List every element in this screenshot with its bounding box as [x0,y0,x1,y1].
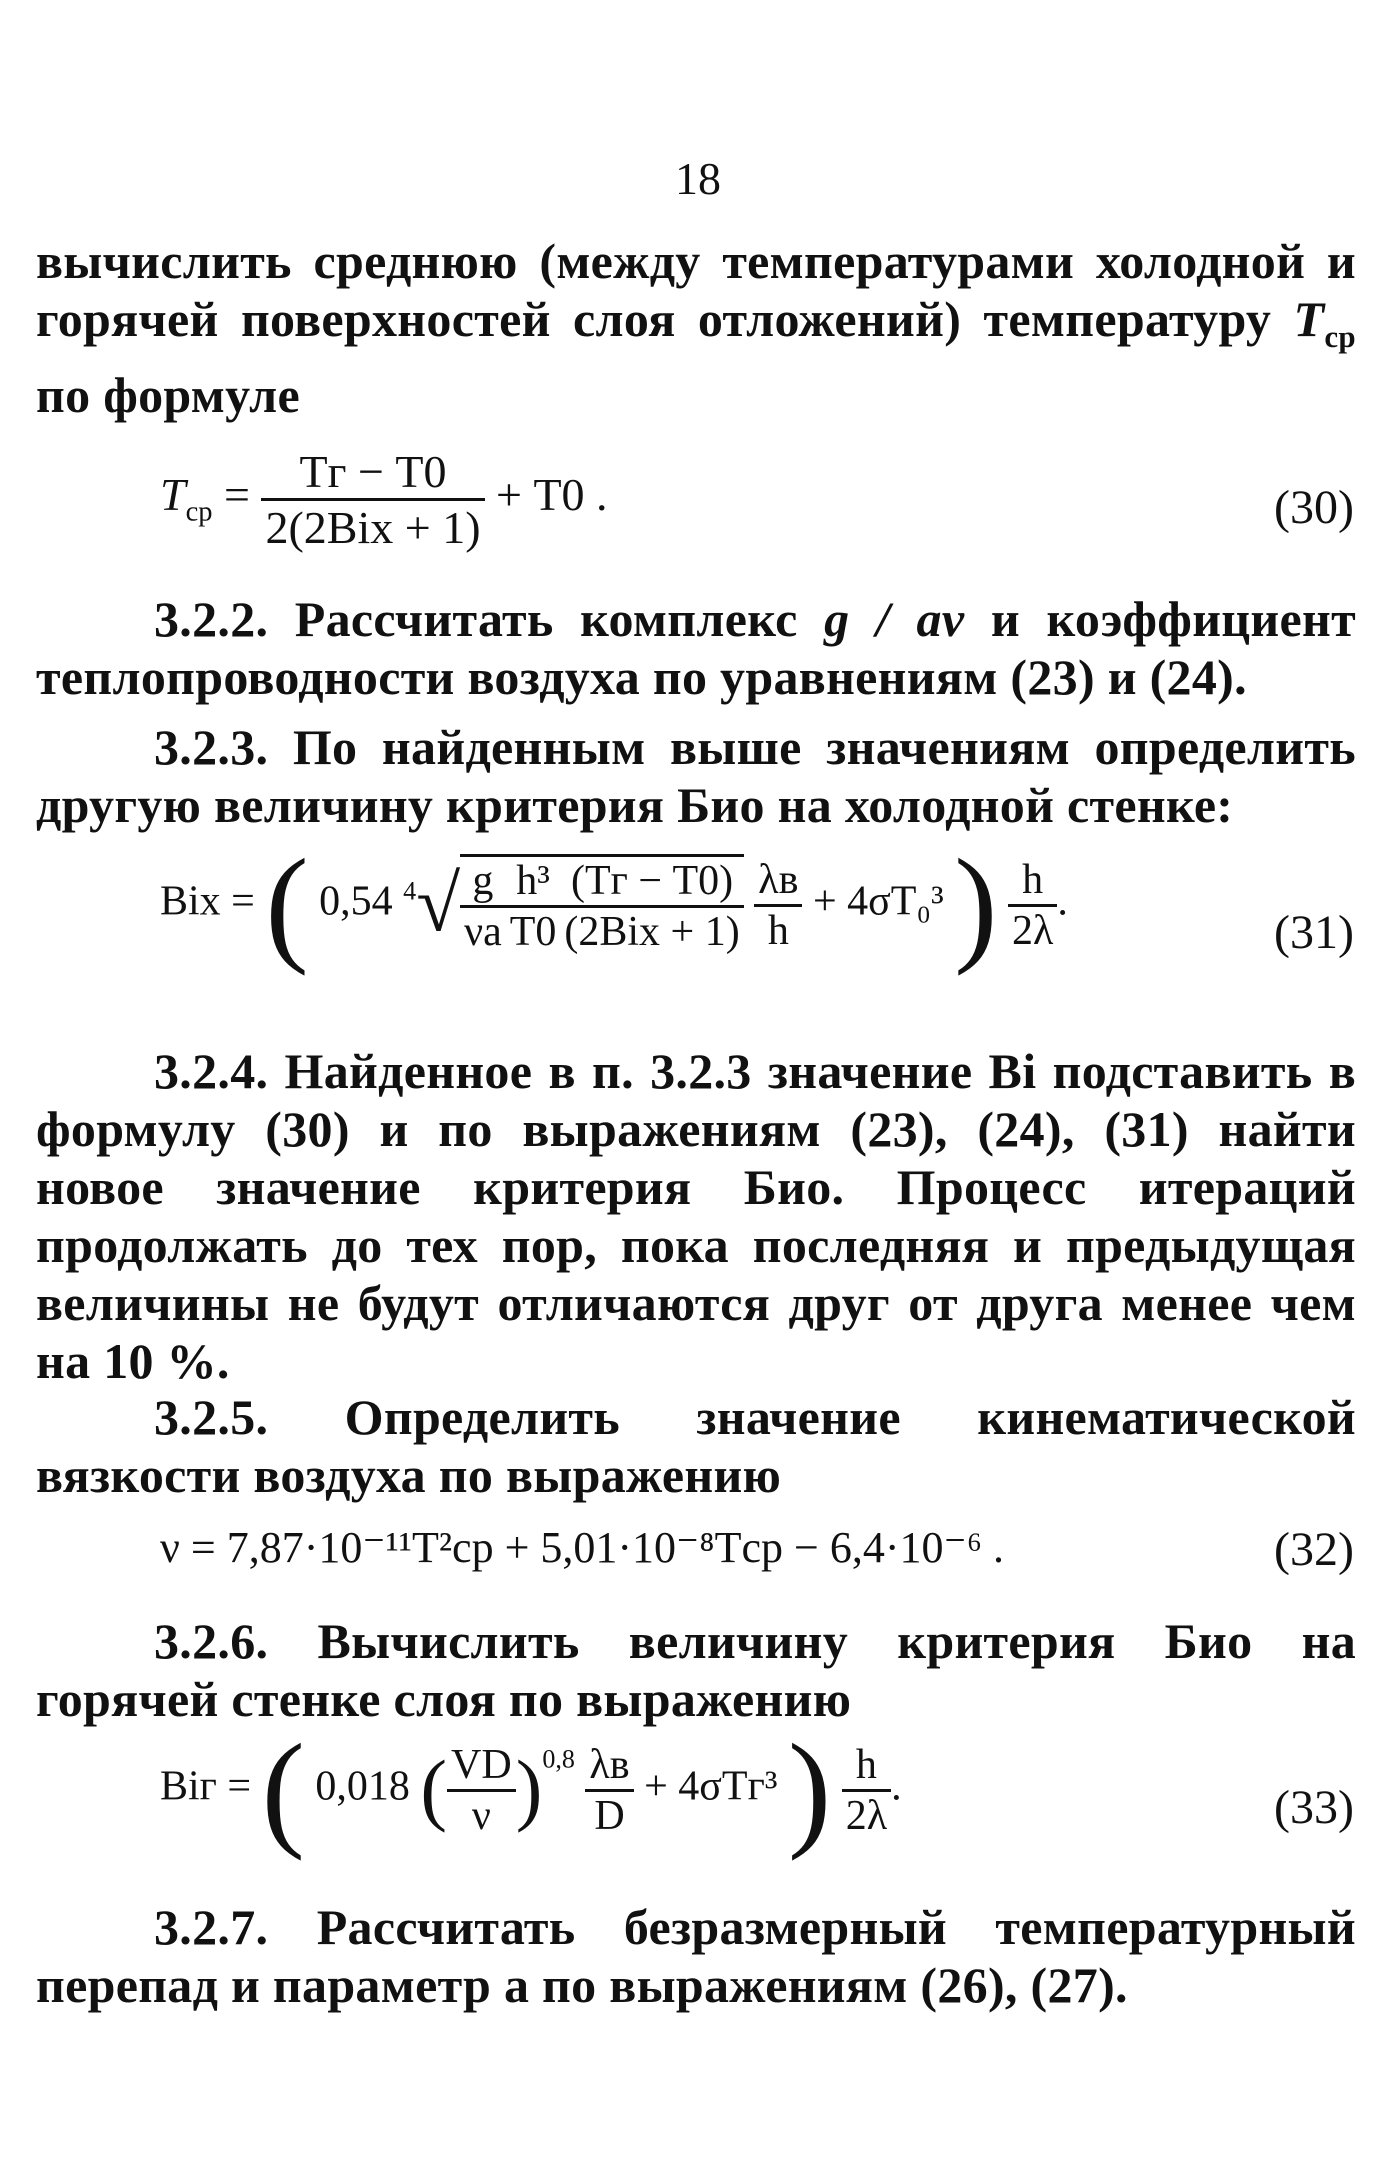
paragraph-1-tail: по формуле [36,367,301,423]
eq33-inner-close: ) [515,1745,543,1834]
eq31-f4 [754,856,802,955]
eq31-f1-den: νa [464,909,502,955]
eq31-f3-den: (2Biх + 1) [564,909,740,955]
eq33-f1-den: ν [471,1792,491,1839]
eq31-mid: + 4σT₀³ [812,878,944,925]
eq30-lhs-sub: ср [185,496,213,528]
paragraph-1-sub: ср [1324,319,1356,354]
eq31-root-sign: √ [416,860,461,949]
paragraph-1-var: T [1293,291,1325,347]
eq30-denominator: 2(2Biх + 1) [265,502,481,553]
eq31-root-index: 4 [403,876,417,906]
eq30-tail: + T0 . [496,469,608,521]
eq31-radicand [460,854,744,956]
eq31-end: . [1057,878,1068,925]
eq30-lhs-var: T [160,469,186,521]
equation-32-number: (32) [1274,1523,1354,1576]
eq33-coef: 0,018 [315,1763,410,1810]
eq33-f2 [585,1741,633,1840]
eq30-fraction [261,445,484,554]
paragraph-4: 3.2.4. Найденное в п. 3.2.3 значение Bi подставить в формулу (30) и по выражениям (23), (24), (31) найти новое значение критерия Био. Процесс итераций продолжать до тех пор, пока последняя и предыдущая величины не будут отличаются друг от друга менее чем на 10 %. [36,1043,1356,1389]
paragraph-3: 3.2.3. По найденным выше значениям определить другую величину критерия Био на холодной стенке: [36,719,1356,833]
eq31-open-paren: ( [265,833,309,977]
eq33-power: 0,8 [542,1744,575,1774]
eq31-f2-den: T0 [509,909,557,955]
eq31-f3 [560,857,743,956]
eq31-coef: 0,54 [319,878,393,925]
equation-32: ν = 7,87·10⁻¹¹T²ср + 5,01·10⁻⁸Tср − 6,4·10⁻⁶ . [160,1523,1005,1572]
equation-33-number: (33) [1274,1781,1354,1834]
paragraph-5: 3.2.5. Определить значение кинематической вязкости воздуха по выражению [36,1389,1356,1503]
eq33-f3-num: h [842,1741,891,1792]
eq31-f1-num: g [460,857,506,908]
eq33-inner-open: ( [420,1745,448,1834]
paragraph-2-text-b: и коэффициент теплопроводности воздуха по уравнениям (23) и (24). [36,591,1356,705]
eq31-f4-den: h [767,907,789,954]
eq33-lhs: Biг = [160,1763,252,1810]
equation-30-number: (30) [1274,481,1354,534]
eq33-f2-num: λв [585,1741,633,1792]
eq33-f2-den: D [594,1792,625,1839]
eq31-f2 [506,857,561,956]
equation-31 [160,833,1068,977]
eq31-f4-num: λв [754,856,802,907]
equation-31-number: (31) [1274,906,1354,959]
eq33-f3 [842,1741,891,1840]
eq33-end: . [891,1763,902,1810]
page-number: 18 [675,153,721,204]
paragraph-2-expr: g / av [824,591,965,647]
eq31-f3-num: (Tг − T0) [560,857,743,908]
equation-30: $T_{ср}$ = $\frac{Tг - T0}{\text{2(2Biх + 1)}}$ + T0 . [160,446,608,553]
eq33-f1 [447,1741,516,1840]
eq33-close-paren: ) [787,1718,832,1862]
paragraph-2 [36,590,1356,706]
paragraph-1 [36,232,1356,424]
paragraph-6: 3.2.6. Вычислить величину критерия Био на горячей стенке слоя по выражению [36,1613,1356,1727]
paragraph-2-text-a: 3.2.2. Рассчитать комплекс [154,591,825,647]
eq33-mid: + 4σTг³ [644,1763,778,1810]
eq33-open-paren: ( [261,1718,305,1862]
eq31-f2-num: h³ [506,857,561,908]
eq31-f5 [1008,856,1057,955]
paragraph-1-text: вычислить среднюю (между температурами холодной и горячей поверхностей слоя отложений) температуру [36,233,1356,347]
equation-33 [160,1718,902,1862]
eq31-f1 [460,857,506,956]
paragraph-7: 3.2.7. Рассчитать безразмерный температурный перепад и параметр a по выражениям (26), (27). [36,1899,1356,2013]
eq31-close-paren: ) [954,833,998,977]
eq31-f5-num: h [1008,856,1057,907]
eq33-f3-den: 2λ [845,1792,888,1839]
eq31-lhs: Biх = [160,878,255,925]
eq31-f5-den: 2λ [1011,907,1054,954]
eq30-numerator: Tг − T0 [261,445,484,501]
eq33-f1-num: VD [447,1741,516,1792]
